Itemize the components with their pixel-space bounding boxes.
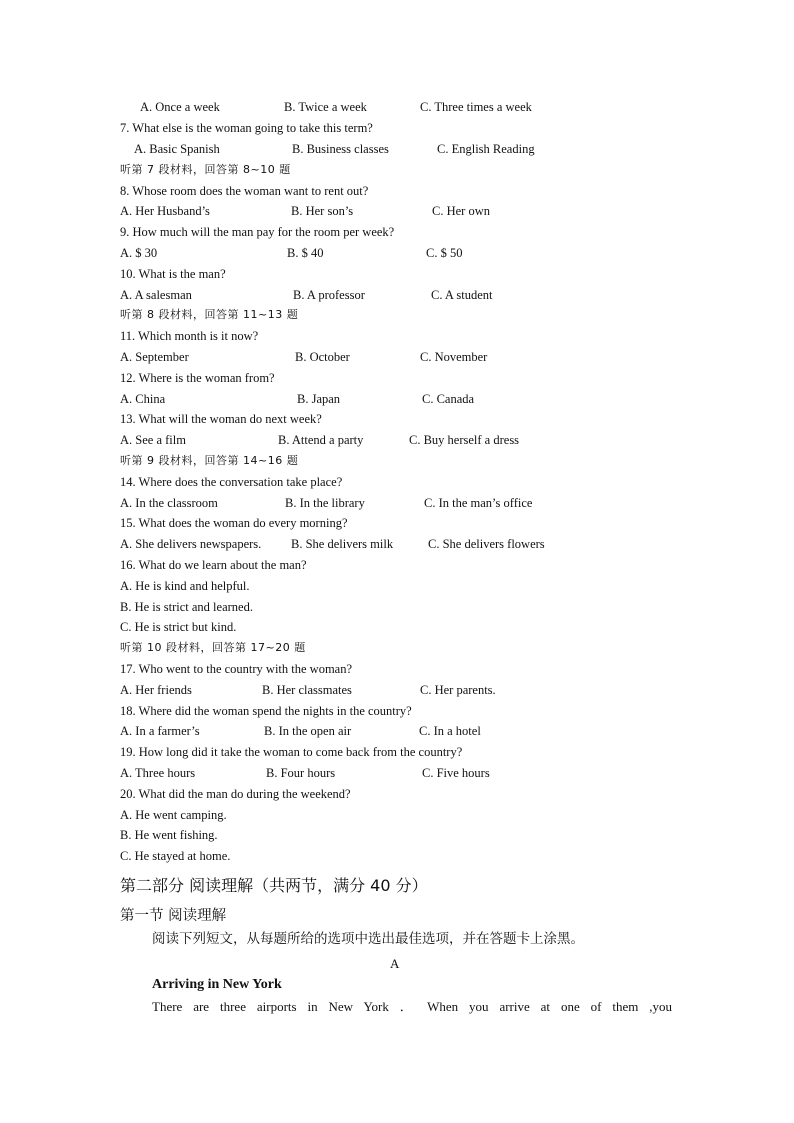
- question-text: 11. Which month is it now?: [120, 329, 259, 343]
- answer-option: C. Her parents.: [420, 683, 496, 697]
- answer-option: B. Attend a party: [278, 433, 364, 447]
- passage-first-line: There are three airports in New York ． When you arrive at one of them ,you: [152, 999, 672, 1014]
- answer-option: B. Her son’s: [291, 204, 354, 218]
- answer-option: A. She delivers newspapers.: [120, 537, 262, 551]
- section-instruction: 听第 10 段材料，回答第 17~20 题: [120, 641, 306, 654]
- answer-option: C. She delivers flowers: [428, 537, 545, 551]
- answer-option: C. Five hours: [422, 766, 490, 780]
- question-text: 8. Whose room does the woman want to rent out?: [120, 184, 369, 198]
- answer-option: B. In the open air: [264, 724, 352, 738]
- answer-option: B. Four hours: [266, 766, 336, 780]
- passage-title: Arriving in New York: [152, 977, 282, 992]
- answer-option: C. English Reading: [437, 142, 535, 156]
- answer-option: B. Japan: [297, 392, 341, 406]
- question-text: 7. What else is the woman going to take this term?: [120, 121, 373, 135]
- question-text: B. He is strict and learned.: [120, 600, 253, 614]
- answer-option: C. A student: [431, 288, 493, 302]
- answer-option: B. Twice a week: [284, 100, 367, 114]
- answer-option: C. Three times a week: [420, 100, 532, 114]
- answer-option: B. She delivers milk: [291, 537, 394, 551]
- section-instruction: 听第 7 段材料，回答第 8~10 题: [120, 163, 291, 176]
- section-instruction: 听第 8 段材料，回答第 11~13 题: [120, 308, 299, 321]
- answer-option: C. Buy herself a dress: [409, 433, 520, 447]
- answer-option: B. October: [295, 350, 350, 364]
- answer-option: B. Her classmates: [262, 683, 352, 697]
- question-text: 10. What is the man?: [120, 267, 226, 281]
- answer-option: C. In the man’s office: [424, 496, 533, 510]
- answer-option: B. $ 40: [287, 246, 324, 260]
- question-text: 20. What did the man do during the weekend?: [120, 787, 351, 801]
- answer-option: A. Her friends: [120, 683, 192, 697]
- answer-option: B. Business classes: [292, 142, 389, 156]
- answer-option: A. Three hours: [120, 766, 196, 780]
- answer-option: B. In the library: [285, 496, 365, 510]
- question-text: 17. Who went to the country with the woman?: [120, 662, 353, 676]
- section-heading: 第一节 阅读理解: [120, 908, 227, 924]
- answer-option: A. In the classroom: [120, 496, 218, 510]
- answer-option: A. $ 30: [120, 246, 158, 260]
- question-text: 19. How long did it take the woman to come back from the country?: [120, 745, 463, 759]
- answer-option: A. China: [120, 392, 166, 406]
- question-text: C. He is strict but kind.: [120, 620, 237, 634]
- answer-option: A. Once a week: [140, 100, 220, 114]
- answer-option: A. In a farmer’s: [120, 724, 200, 738]
- answer-option: C. $ 50: [426, 246, 463, 260]
- answer-option: C. November: [420, 350, 488, 364]
- question-text: 12. Where is the woman from?: [120, 371, 275, 385]
- answer-option: A. A salesman: [120, 288, 192, 302]
- question-text: 9. How much will the man pay for the room per week?: [120, 225, 395, 239]
- question-text: A. He went camping.: [120, 808, 227, 822]
- answer-option: C. Canada: [422, 392, 475, 406]
- section-instruction: 听第 9 段材料，回答第 14~16 题: [120, 454, 299, 467]
- question-text: 18. Where did the woman spend the nights in the country?: [120, 704, 412, 718]
- question-text: 13. What will the woman do next week?: [120, 412, 322, 426]
- answer-option: C. In a hotel: [419, 724, 481, 738]
- answer-option: A. September: [120, 350, 189, 364]
- answer-option: A. See a film: [120, 433, 186, 447]
- instruction-text: 阅读下列短文，从每题所给的选项中选出最佳选项，并在答题卡上涂黑。: [152, 931, 584, 947]
- question-text: 16. What do we learn about the man?: [120, 558, 307, 572]
- passage-letter: A: [390, 956, 400, 971]
- question-text: 14. Where does the conversation take place?: [120, 475, 343, 489]
- question-text: B. He went fishing.: [120, 828, 218, 842]
- question-text: C. He stayed at home.: [120, 849, 231, 863]
- answer-option: B. A professor: [293, 288, 365, 302]
- answer-option: A. Her Husband’s: [120, 204, 210, 218]
- answer-option: C. Her own: [432, 204, 490, 218]
- question-text: 15. What does the woman do every morning?: [120, 516, 348, 530]
- answer-option: A. Basic Spanish: [134, 142, 220, 156]
- question-text: A. He is kind and helpful.: [120, 579, 250, 593]
- part-heading: 第二部分 阅读理解（共两节，满分 40 分）: [120, 876, 428, 895]
